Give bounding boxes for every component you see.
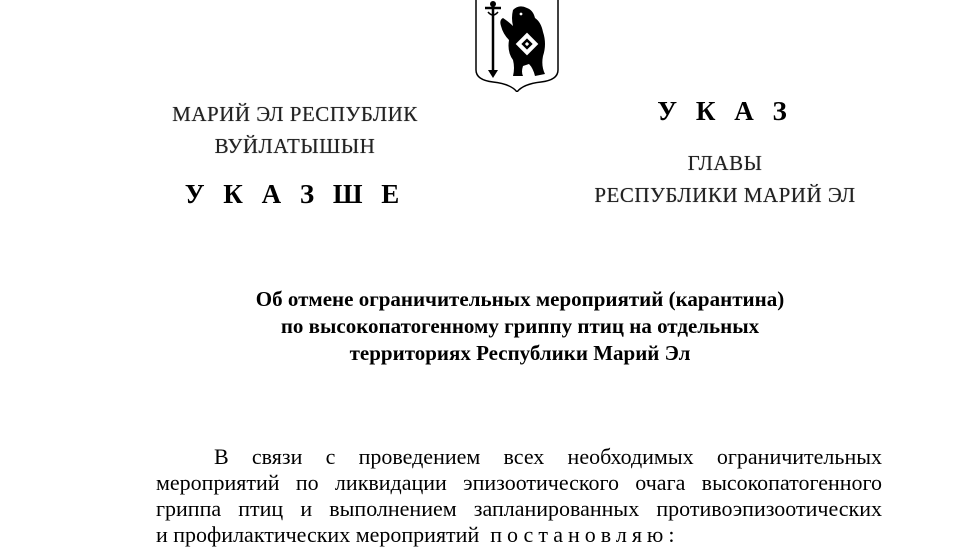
header-right-doc-type: У К А З <box>657 96 793 126</box>
resolution-word: постановляю: <box>490 522 680 547</box>
document-title <box>100 286 940 367</box>
title-line-2: по высокопатогенному гриппу птиц на отдельных <box>280 314 760 338</box>
body-line-4-text: и профилактических мероприятий <box>156 522 480 547</box>
header-left-doc-type: У К А З Ш Е <box>184 179 406 209</box>
title-line-1: Об отмене ограничительных мероприятий (карантина) <box>255 287 785 311</box>
title-line-3: территориях Республики Марий Эл <box>349 341 691 365</box>
body-line-4 <box>156 522 882 548</box>
coat-of-arms-emblem <box>473 0 561 92</box>
header-left-republic-line: МАРИЙ ЭЛ РЕСПУБЛИК <box>172 102 418 126</box>
mari-el-coat-of-arms-icon <box>473 0 561 92</box>
header-right-republic-line: РЕСПУБЛИКИ МАРИЙ ЭЛ <box>594 183 856 207</box>
header-right-head-line: ГЛАВЫ <box>687 151 763 175</box>
header-left-head-line: ВУЙЛАТЫШЫН <box>214 134 376 158</box>
body-line-3: гриппа птиц и выполнением запланированных противоэпизоотических <box>156 496 882 521</box>
body-line-1: В связи с проведением всех необходимых ограничительных <box>214 444 882 469</box>
document-body <box>156 444 882 548</box>
body-line-2: мероприятий по ликвидации эпизоотического очага высокопатогенного <box>156 470 882 495</box>
